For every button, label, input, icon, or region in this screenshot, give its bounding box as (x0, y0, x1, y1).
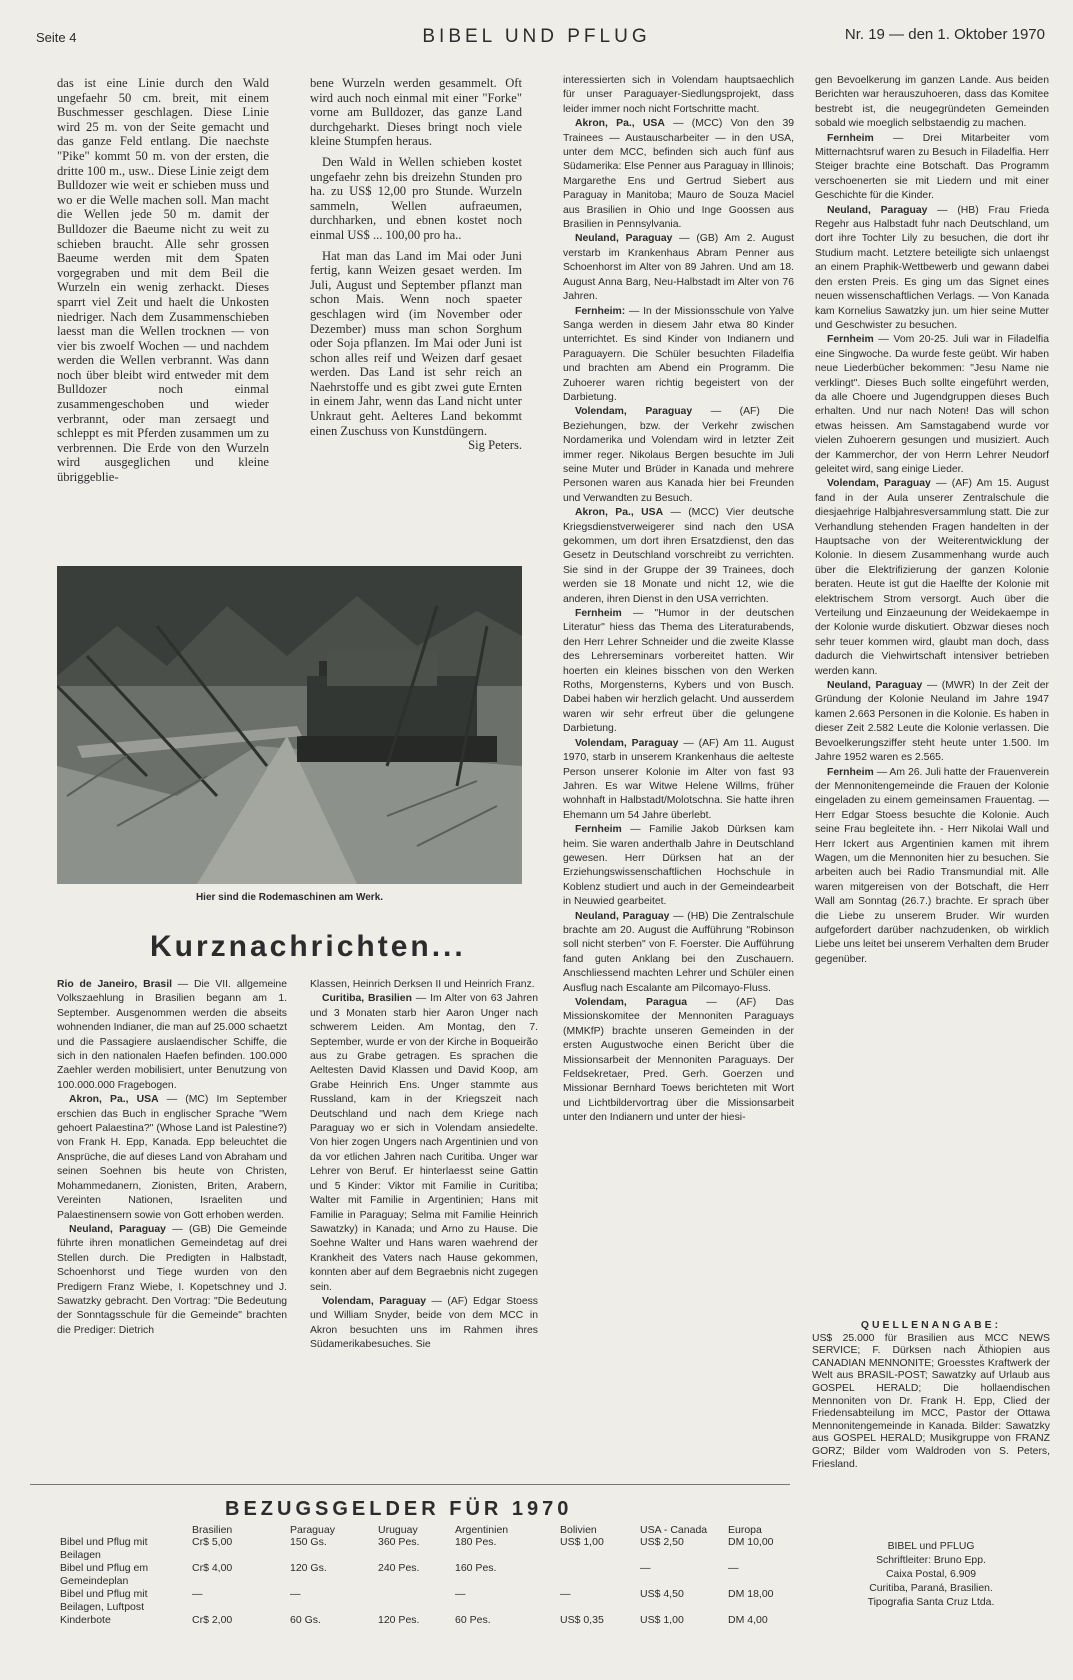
publisher-info (812, 1540, 1050, 1610)
price-cell: — (290, 1588, 301, 1600)
news-text: — (AF) Das Missionskomitee der Mennoniten Paraguays (MMKfP) brachte unseren Gemeinden in der ersten Augustwoche einen Bericht über die Missionsarbeit der Mennoniten Paraguays. Der Feldsekretaer, Pred. Gerh. Goerzen und Missionar Bernhard Toews berichteten mit Wort und Lichtbildervortrag über die Missionsarbeit unter den Indianern und unter der hiesi- (563, 997, 794, 1124)
article-paragraph: bene Wurzeln werden gesammelt. Oft wird auch noch einmal mit einer "Forke" vorne am Bulldozer, das ganze Land durchgeharkt. Dieses bringt noch viele kleine Stumpfen heraus. (310, 76, 522, 149)
news-location: Fernheim (827, 132, 874, 144)
price-column-header: Bolivien (560, 1524, 597, 1536)
page-header (0, 24, 1073, 46)
news-text: — Familie Jakob Dürksen kam heim. Sie waren anderthalb Jahre in Deutschland gewesen. Herr Dürksen hat an der Erziehungswissenschaftlichen Hochschule in Koblenz studiert und auch in der Gemeindearbeit in Neuwied gearbeitet. (563, 824, 794, 908)
news-item (310, 1295, 538, 1353)
price-cell: Cr$ 2,00 (192, 1614, 233, 1626)
sources-title: QUELLENANGABE: (860, 1320, 1002, 1331)
news-location: Fernheim (827, 334, 874, 346)
news-item (57, 1093, 287, 1223)
news-text: — Im Alter von 63 Jahren und 3 Monaten starb hier Aaron Unger nach schwerem Leiden. Am Montag, den 7. September, wurde er von der Kirche in Boqueirão aus zu Grabe getragen. Es sprachen die Aeltesten David Klassen und David Koop, am Grabe Heinrich Ens. Unger stammte aus Russland, kam in der Kriegszeit nach Deutschland und nach dem Kriege nach Paraguay wo er sich in Volendam ansiedelte. Von hier zogen Ungers nach Argentinien und von da vor etlichen Jahren nach Curitiba. Unger war Lehrer von Beruf. Er hinterlaesst seine Gattin und 5 Kinder: Viktor mit Familie in Curitiba; Walter mit Familie in Argentinien; Hans mit Familie in Paraguay; Selma mit Familie Heinrich Sawatzky) in Kanada; und Arno zu Hause. Die Soehne Walter und Hans waren waehrend der Krankheit des Vaters nach Hause gekommen, konnten aber auf dem Begraebnis nicht zugegen sein. (310, 993, 538, 1293)
news-column-c (563, 74, 794, 1126)
price-cell: 180 Pes. (455, 1536, 497, 1548)
news-location: Akron, Pa., USA (575, 507, 664, 519)
publisher-line: Tipografia Santa Cruz Ltda. (867, 1597, 995, 1608)
price-cell: — (728, 1562, 739, 1574)
news-text: Klassen, Heinrich Derksen II und Heinrich Franz. (310, 979, 535, 990)
news-text: — (MWR) In der Zeit der Gründung der Kolonie Neuland im Jahre 1947 kamen 2.663 Personen in die Kolonie. Es haben in dieser Zeit 2.582 Leute die Kolonie verlassen. Die Bevoelkerungsziffer steht heute unter 1.500. Im Jahre 1952 waren es 2.565. (815, 680, 1050, 764)
news-location: Volendam, Paraguay (575, 737, 679, 749)
news-location: Fernheim (575, 608, 622, 620)
news-text: — (MCC) Vier deutsche Kriegsdienstverweigerer sind nach den USA gekommen, um dort ihren Ersatzdienst, den das Gesetz in Deutschland vorschreibt zu verrichten. Sie sind in der Gruppe der 39 Trainees, doch werden sie 18 Monate und nicht 12, wie die anderen, ihren Dienst in den USA verrichten. (563, 507, 794, 605)
price-cell: — (455, 1588, 466, 1600)
article-paragraph: Den Wald in Wellen schieben kostet ungefaehr zehn bis dreizehn Stunden pro ha. zu US$ 12,00 pro Stunde. Wurzeln sammeln, Wellen aufraeumen, durchharken, und ebnen kostet noch einmal US$ ... 100,00 pro ha.. (310, 154, 522, 242)
publisher-line: Curitiba, Paraná, Brasilien. (869, 1583, 993, 1594)
news-item (563, 910, 794, 996)
publisher-line: Caixa Postal, 6.909 (885, 1569, 977, 1580)
news-item (57, 978, 287, 1093)
news-text: — (AF) Edgar Stoess und William Snyder, beide von dem MCC in Akron besuchten uns im Rahmen ihres Südamerikabesuches. Sie (310, 1295, 538, 1351)
news-text: — (GB) Die Gemeinde führte ihren monatlichen Gemeindetag auf drei Stellen durch. Die Predigten in Halbstadt, Schoenhorst und Tiege wurden von den Predigern Franz Wiebe, I. Kopetschney und J. Sawatzky gebracht. Den Vortrag: "Die Bedeutung der Sonntagsschule für die Gemeinde" brachten die Prediger: Dietrich (57, 1223, 288, 1336)
news-text: gen Bevoelkerung im ganzen Lande. Aus beiden Berichten war herauszuhoeren, dass das Komitee bestrebt ist, die neugegründeten Gemeinden sobald wie moeglich selbstaendig zu machen. (815, 75, 1049, 130)
news-text: — (GB) Am 2. August verstarb im Krankenhaus Abram Penner aus Schoenhorst im Alter von 89 Jahren. Und am 18. August Anna Barg, Neu-Halbstadt im Alter von 76 Jahren. (563, 233, 794, 303)
price-column-header: Europa (728, 1524, 762, 1536)
news-location: Neuland, Paraguay (69, 1223, 166, 1235)
news-location: Fernheim (575, 824, 622, 836)
divider-rule (30, 1484, 790, 1485)
news-column-b (310, 978, 538, 1353)
prices-title: BEZUGSGELDER FÜR 1970 (225, 1498, 573, 1520)
price-cell: DM 18,00 (728, 1588, 774, 1600)
price-cell: 160 Pes. (455, 1562, 497, 1574)
sources-box (812, 1320, 1050, 1471)
news-text: — (MC) Im September erschien das Buch in englischer Sprache "Wem gehoert Palaestina?" (Whose Land ist Palestine?) von Frank H. Epp, Kanada. Epp beleuchtet die Ansprüche, die auf dieses Land von Abraham und seinen Soehnen bis heute von Christen, Mohammedanern, Zionisten, Briten, Arabern, Vereinten Nationen, Israeliten und Palaestinensern sowie von Gott erhoben werden. (57, 1094, 287, 1221)
news-item (310, 978, 538, 992)
price-column-header: Paraguay (290, 1524, 335, 1536)
news-item (563, 305, 794, 406)
price-cell: 120 Pes. (378, 1614, 420, 1626)
section-title: Kurznachrichten... (150, 930, 466, 963)
price-cell: US$ 1,00 (640, 1614, 684, 1626)
price-row-label: Kinderbote (60, 1614, 111, 1626)
news-text: — (AF) Am 15. August fand in der Aula unserer Zentralschule die diesjaehrige Halbjahresversammlung statt. Die zur Verhandlung stehenden Fragen handelten in der Hauptsache von der Weiterentwicklung der Kolonie. In diesem Zusammenhang wurde auch über die Elektrifizierung der ganzen Kolonie beraten. Heute ist gut die Haelfte der Kolonie mit elektrischem Strom versorgt. Auch über die Verteilung und Einzaeunung der Weidekaempe in der Kolonie wurde diskutiert. Obzwar dieses noch sehr teuer kommen wird, glaubt man doch, dass dadurch die Viehwirtschaft intensiver betrieben werden kann. (815, 478, 1049, 677)
price-cell: DM 10,00 (728, 1536, 774, 1548)
price-cell: US$ 0,35 (560, 1614, 604, 1626)
news-column-a (57, 978, 287, 1338)
price-cell: US$ 1,00 (560, 1536, 604, 1548)
news-location: Neuland, Paraguay (827, 204, 928, 216)
price-cell: 60 Pes. (455, 1614, 491, 1626)
article-paragraph: das ist eine Linie durch den Wald ungefaehr 50 cm. breit, mit einem Buschmesser geschlagen. Diese Linie wird 25 m. von der Seite gemacht und das ganze Feld entlang. Die naechste "Pike" kommt 50 m. von der ersten, die dritte 100 m., usw.. Diese Linie zeigt dem Bulldozer wie weit er schieben muss und wo er die Welle machen soll. Man macht die Wellen jede 50 m. damit der Bulldozer die Baeume nicht zu weit zu schieben braucht. Alle sehr grossen Baeume werden mit dem Spaten vorgegraben und mit dem Beil die Wurzeln ein wenig zerhackt. Dieses sparrt viel Zeit und haelt die Unkosten niedriger. Nach dem Zusammenschieben laesst man die Wellen trocknen — von vier bis zwoelf Wochen — und nachdem werden die Wellen verbrannt. Was dann noch über bleibt wird entweder mit dem Bulldozer noch einmal zusammengeschoben und wieder verbrannt, oder man zersaegt und schleppt es mit Pferden zusammen um zu verbrennen. Die Erde von den Wurzeln wird ausgeglichen und kleine übriggeblie- (57, 76, 269, 485)
news-item (57, 1223, 287, 1338)
price-cell: US$ 4,50 (640, 1588, 684, 1600)
masthead-title: BIBEL UND PFLUG (422, 26, 651, 47)
photo-caption: Hier sind die Rodemaschinen am Werk. (195, 892, 384, 903)
news-item (563, 607, 794, 737)
news-item (815, 766, 1049, 968)
news-text: — Drei Mitarbeiter vom Mitternachtsruf waren zu Besuch in Filadelfia. Herr Steiger brachte eine Botschaft. Das Programm verschoenerten sie mit Liedern und mit einer Geschichte für die Kinder. (815, 132, 1049, 202)
news-location: Neuland, Paraguay (827, 680, 923, 692)
news-item (563, 737, 794, 823)
article-paragraph: Hat man das Land im Mai oder Juni fertig, kann Weizen gesaet werden. Im Juli, August und September pflanzt man schon Mais. Wenn noch spaeter geschlagen wird (im November oder Dezember) muss man schon Sorghum oder Soja pflanzen. Im Mai oder Juni ist schon alles reif und Weizen darf gesaet werden. Das Land ist sehr reich an Naehrstoffe und es gibt zwei gute Ernten in einem Jahr, wenn das Land nicht unter Unkraut geht. Aelteres Land bekommt einen Zuschuss von Kunstdüngern. (310, 248, 522, 438)
article-column-1 (57, 76, 269, 485)
price-row-labels (60, 1536, 180, 1627)
news-location: Akron, Pa., USA (69, 1094, 159, 1106)
price-column-header: Argentinien (455, 1524, 509, 1536)
publisher-line: Schriftleiter: Bruno Epp. (876, 1555, 986, 1566)
news-text: interessierten sich in Volendam hauptsaechlich für unser Paraguayer-Siedlungsprojekt, dass leider immer noch nicht Fortschritte macht. (563, 75, 794, 115)
news-text: — (MCC) Von den 39 Trainees — Austauscharbeiter — in den USA, unter dem MCC, befinden sich auch fünf aus Südamerika: Else Penner aus Paraguay in Illinois; Margarethe Ens und Gertrud Siebert aus Paraguay in Manitoba; Mauro de Souza Maciel aus Brasilien in Ohio und Inge Goossen aus Brasilien in Pennsylvania. (563, 118, 794, 231)
news-text: — "Humor in der deutschen Literatur" hiess das Thema des Literaturabends, den Herr Lehrer Schneider und die zweite Klasse des Lehrerseminars vorbereitet hatten. Wir hoerten ein kleines bisschen von den Werken Roths, Morgensterns, Kybers und von Busch. Dabei haben wir herzlich gelacht. Und ausserdem waren wir sehr erfreut über die gelungene Darbietung. (563, 608, 794, 735)
news-item (563, 117, 794, 232)
news-item (563, 74, 794, 117)
price-cell: — (192, 1588, 203, 1600)
news-item (815, 204, 1049, 334)
news-text: — Am 26. Juli hatte der Frauenverein der Mennonitengemeinde die Frauen der Kolonie eingeladen zu einem gemeinsamen Frauentag. — Herr Edgar Stoess besuchte die Kolonie. Auch seine Frau begleitete ihn. - Herr Nikolai Wall und Herr Ickert aus Argentinien kamen mit ihrem Wagen, um die Mennoniten hier zu besuchen. Sie arbeiten auch bei Radio Transmundial mit. Alle waren mitgereisen von der Botschaft, die Herr Wall am Sonntag (26.7.) brachte. Er sprach über die Liebe zu unserem Bruder. Wir wurden aufgefordert darüber nachzudenken, ob wirklich Liebe uns leitet bei unserem Verhalten dem Bruder gegenüber. (815, 766, 1049, 965)
news-item (563, 405, 794, 506)
price-row-label: Bibel und Pflug mit Beilagen, Luftpost (60, 1588, 148, 1613)
news-text: — Vom 20-25. Juli war in Filadelfia eine Singwoche. Da wurde feste geübt. Wir haben neue Liederbücher bekommen: "Jesu Name nie verklingt". Dieses Buch sollte eingeführt werden, da alle Choere und Jugendgruppen dieses Buch erhalten. Und nur nach Noten! Das will schon etwas heissen. Am Samstagabend wurde vor vielen Zuhoerern gesungen und musiziert. Auch der Kammerchor, der von Herrn Lehrer Neudorf geleitet wird, sang einige Lieder. (815, 334, 1049, 475)
article-signature: Sig Peters. (468, 438, 522, 453)
price-cell: 360 Pes. (378, 1536, 420, 1548)
news-location: Rio de Janeiro, Brasil (57, 979, 172, 990)
price-cell: — (560, 1588, 571, 1600)
price-cell: 60 Gs. (290, 1614, 321, 1626)
news-item (815, 679, 1049, 765)
price-cell: US$ 2,50 (640, 1536, 684, 1548)
page-number: Seite 4 (36, 30, 77, 45)
price-row-label: Bibel und Pflug mit Beilagen (60, 1536, 148, 1561)
article-column-2 (310, 76, 522, 453)
news-item (563, 506, 794, 607)
news-location: Volendam, Paragua (575, 997, 688, 1008)
price-column-header: Brasilien (192, 1524, 233, 1536)
news-location: Curitiba, Brasilien (322, 993, 412, 1005)
price-cell: — (640, 1562, 651, 1574)
news-item (563, 232, 794, 304)
price-cell: 120 Gs. (290, 1562, 327, 1574)
news-item (563, 823, 794, 909)
news-location: Fernheim: (575, 305, 626, 317)
news-location: Neuland, Paraguay (575, 233, 673, 245)
sources-text: US$ 25.000 für Brasilien aus MCC NEWS SERVICE; F. Dürksen nach Äthiopien aus CANADIAN MENNONITE; Groesstes Kraftwerk der Welt aus BRASIL-POST; Sawatzky auf Urlaub aus GOSPEL HERALD; Die hollaendischen Mennoniten von Dr. Frank H. Epp, Clied der Friedensabteilung im MCC, Pastor der Ottawa Mennonitengemeinde in Kanada. Bilder: Sawatzky aus GOSPEL HERALD; Musikgruppe von FRANZ GORZ; Bilder vom Waldroden von S. Peters, Friesland. (812, 1332, 1050, 1470)
price-cell: 240 Pes. (378, 1562, 420, 1574)
news-location: Akron, Pa., USA (575, 118, 665, 130)
issue-date: Nr. 19 — den 1. Oktober 1970 (844, 26, 1045, 43)
news-item (563, 996, 794, 1126)
price-column-header: Uruguay (378, 1524, 418, 1536)
news-item (815, 132, 1049, 204)
news-location: Fernheim (827, 766, 874, 778)
land-clearing-photo (57, 566, 522, 884)
price-cell: Cr$ 5,00 (192, 1536, 233, 1548)
price-cell: 150 Gs. (290, 1536, 327, 1548)
publisher-line: BIBEL und PFLUG (887, 1541, 975, 1552)
news-text: — (AF) Am 11. August 1970, starb in unserem Krankenhaus die aelteste Person unserer Kolonie im Alter von fast 93 Jahren. Es war Witwe Helene Willms, früher wohnhaft in Halbstadt/Molotschna. Sie hatte ihren Ehemann um 54 Jahre überlebt. (563, 737, 794, 821)
news-text: — In der Missionsschule von Yalve Sanga werden in diesem Jahr etwa 80 Kinder unterrichtet. Es sind Kinder von Indianern und Paraguayern. Die Schüler besuchten Filadelfia und brachten am Abend ein Programm. Die Zuhoerer waren richtig begeistert von der Darbietung. (563, 305, 794, 403)
price-cell: Cr$ 4,00 (192, 1562, 233, 1574)
news-item (815, 74, 1049, 132)
news-item (815, 477, 1049, 679)
news-location: Volendam, Paraguay (827, 478, 931, 490)
price-row-label: Bibel und Pflug em Gemeindeplan (60, 1562, 149, 1587)
news-location: Volendam, Paraguay (322, 1295, 427, 1307)
news-item (815, 333, 1049, 477)
news-location: Volendam, Paraguay (575, 406, 693, 418)
news-item (310, 992, 538, 1295)
price-cell: DM 4,00 (728, 1614, 768, 1626)
news-text: — (HB) Die Zentralschule brachte am 20. August die Aufführung "Robinson soll nicht sterben" von F. Foerster. Die Aufführung fand guten Anklang bei den Zuschauern. Anschliessend machten Lehrer und Schüler einen Ausflug nach Escalante am Pilcomayo-Fluss. (563, 910, 794, 994)
news-text: — (AF) Die Beziehungen, bzw. der Verkehr zwischen Nordamerika und Volendam wird in letzter Zeit immer reger. Nikolaus Bergen besuchte im Juli seine Muter und Brüder in Kanada und mehrere Personen waren aus Kanada hier bei Freunden und Verwandten zu Besuch. (563, 406, 794, 504)
price-column-header: USA - Canada (640, 1524, 708, 1536)
news-column-d (815, 74, 1049, 967)
news-location: Neuland, Paraguay (575, 910, 670, 922)
news-text: — Die VII. allgemeine Volkszaehlung in Brasilien begann am 1. September. Ausgenommen werden die abseits wohnenden Indianer, die man auf 25.000 schaetzt und die Passagiere auslaendischer Schiffe, die sich in den nationalen Haefen befinden. 100.000 Zaehler werden mobilisiert, unter Benutzung von 100.000.000 Fragebogen. (57, 979, 287, 1091)
news-text: — (HB) Frau Frieda Regehr aus Halbstadt fuhr nach Deutschland, um dort ihre Tochter Lily zu besuchen, die dort ihr Studium macht. Letztere beteiligte sich unlaengst an einem Praphik-Wettbewerb und gewann dabei den ersten Preis. Es ging um das Signet eines neuen wissenschaftlichen Verlags. — Von Kanada kam Kornelius Sawatzky jun. um hier seine Mutter und Geschwister zu besuchen. (815, 204, 1050, 331)
